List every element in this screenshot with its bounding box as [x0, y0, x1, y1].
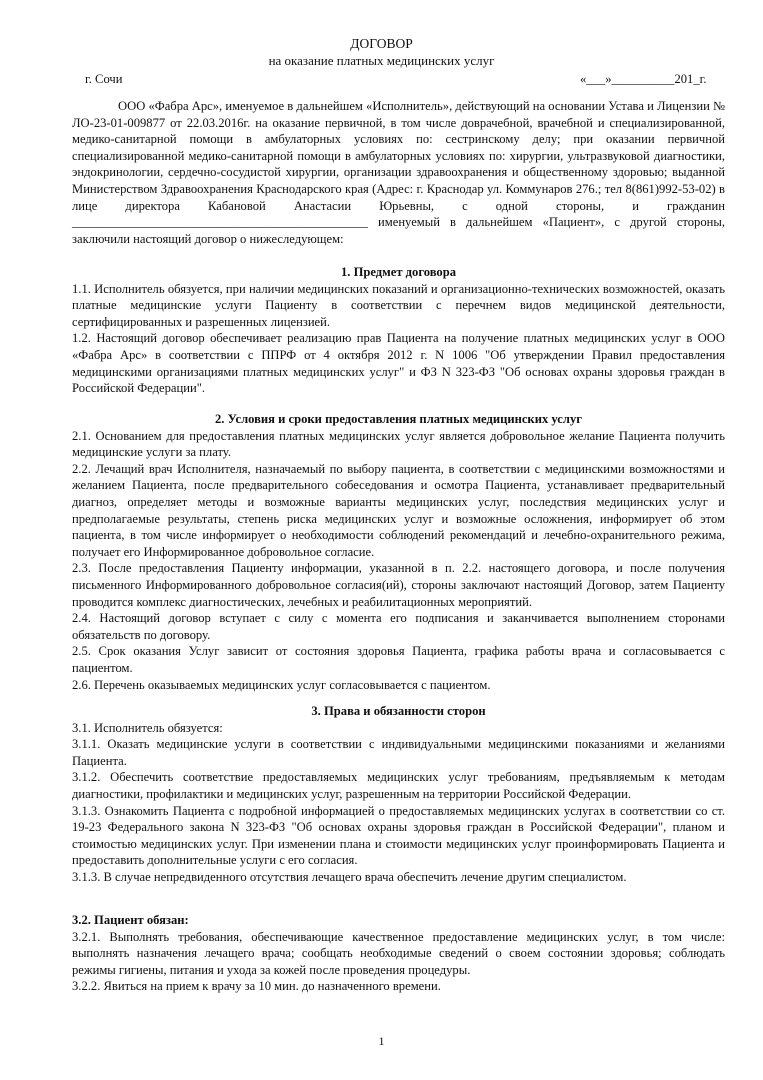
clause-2-1: 2.1. Основанием для предоставления платных медицинских услуг является добровольное желание Пациента получить медицинские услуги за плату. — [72, 428, 725, 460]
clause-3-1-3: 3.1.3. Ознакомить Пациента с подробной информацией о предоставляемых медицинских услугах в соответствии со ст. 19-23 Федерального закона N 323-ФЗ "Об основах охраны здоровья граждан в Российской Федерации", планом и стоимостью медицинских услуг. При изменении плана и стоимости медицинских услуг проинформировать Пациента и предоставить дополнительные услуги с его согласия. — [72, 803, 725, 868]
preamble: ООО «Фабра Арс», именуемое в дальнейшем «Исполнитель», действующий на основании Устава и Лицензии № ЛО-23-01-009877 от 22.03.2016г. на оказание первичной, в том числе доврачебной, врачебной и специализированной, медико-санитарной помощи в амбулаторных условиях по: сестринскому делу; при оказании первичной специализированной медико-санитарной помощи в амбулаторных условиях по: хирургии, ультразвуковой диагностики, эндокринологии, сердечно-сосудистой хирургии, организации здравоохранения и общественному здоровью; выданной Министерством Здравоохранения Краснодарского края (Адрес: г. Краснодар ул. Коммунаров 276.; тел 8(861)992-53-02) в лице директора Кабановой Анастасии Юрьевны, с одной стороны, и гражданин _______________________________________________ именуемый в дальнейшем «Пациент», с другой стороны, заключили настоящий договор о нижеследующем: — [72, 99, 725, 246]
clause-2-6: 2.6. Перечень оказываемых медицинских услуг согласовывается с пациентом. — [72, 677, 491, 692]
clause-2-4: 2.4. Настоящий договор вступает с силу с момента его подписания и заканчивается выполнением сторонами обязательств по договору. — [72, 611, 725, 642]
clause-2-2: 2.2. Лечащий врач Исполнителя, назначаемый по выбору пациента, в соответствии с медицинскими возможностями и желанием Пациента, после предварительного собеседования и осмотра Пациента, устанавливает предварительный диагноз, определяет методы и возможные варианты медицинских услуг, последствия медицинских услуг и предполагаемые результаты, степень риска медицинских услуг и возможные осложнения, информирует об этом пациента, в том числе информирует о необходимости соблюдений рекомендаций и лечебно-охранительного режима, получает его Информированное добровольное согласие. — [72, 461, 725, 559]
clause-3-1-1: 3.1.1. Оказать медицинские услуги в соответствии с индивидуальными медицинскими показаниями и желаниями Пациента. — [72, 737, 725, 768]
section-2 — [72, 411, 725, 693]
clause-2-3: 2.3. После предоставления Пациенту информации, указанной в п. 2.2. настоящего договора, и после получения письменного Информированного добровольное согласия(ий), стороны заключают настоящий Договор, затем Пациенту проводится комплекс диагностических, лечебных и реабилитационных мероприятий. — [72, 561, 725, 609]
document-subtitle: на оказание платных медицинских услуг — [268, 53, 495, 68]
clause-3-1-3b: 3.1.3. В случае непредвиденного отсутствия лечащего врача обеспечить лечение другим специалистом. — [72, 869, 627, 884]
section-1 — [72, 264, 725, 397]
clause-3-2-heading: 3.2. Пациент обязан: — [72, 913, 189, 927]
clause-3-2-1: 3.2.1. Выполнять требования, обеспечивающие качественное предоставление медицинских услуг, в том числе: выполнять назначения лечащего врача; сообщать необходимые сведений о своем состоянии здоровья; соблюдать режимы гигиены, питания и ухода за кожей после проведения процедуры. — [72, 929, 725, 977]
section-2-heading: 2. Условия и сроки предоставления платных медицинских услуг — [215, 412, 582, 426]
clause-1-1: 1.1. Исполнитель обязуется, при наличии медицинских показаний и организационно-технических возможностей, оказать платные медицинские услуги Пациенту в соответствии с перечнем видов медицинской деятельности, сертифицированных и разрешенных лицензией. — [72, 281, 725, 329]
clause-3-1: 3.1. Исполнитель обязуется: — [72, 720, 223, 735]
clause-1-2: 1.2. Настоящий договор обеспечивает реализацию прав Пациента на получение платных медицинских услуг в ООО «Фабра Арс» в соответствии с ППРФ от 4 октября 2012 г. N 1006 "Об утверждении Правил предоставления медицинскими организациями платных медицинских услуг" и ФЗ N 323-ФЗ "Об основах охраны здоровья граждан в Российской Федерации". — [72, 331, 725, 396]
clause-3-1-2: 3.1.2. Обеспечить соответствие предоставляемых медицинских услуг требованиям, предъявляемым к методам диагностики, профилактики и медицинских услуг, разрешенным на территории Российской Федерации. — [72, 770, 725, 801]
date-line: «___»__________201_г. — [580, 72, 707, 86]
city: г. Сочи — [85, 72, 123, 86]
section-1-heading: 1. Предмет договора — [340, 265, 457, 279]
section-3-2 — [72, 912, 725, 995]
document-title: ДОГОВОР — [350, 36, 413, 51]
page-number: 1 — [378, 1034, 385, 1048]
section-3-heading: 3. Права и обязанности сторон — [311, 704, 486, 718]
section-3 — [72, 703, 725, 886]
preamble-block — [72, 98, 725, 247]
clause-2-5: 2.5. Срок оказания Услуг зависит от состояния здоровья Пациента, графика работы врача и согласовывается с пациентом. — [72, 644, 725, 675]
clause-3-2-2: 3.2.2. Явиться на прием к врачу за 10 мин. до назначенного времени. — [72, 979, 441, 994]
